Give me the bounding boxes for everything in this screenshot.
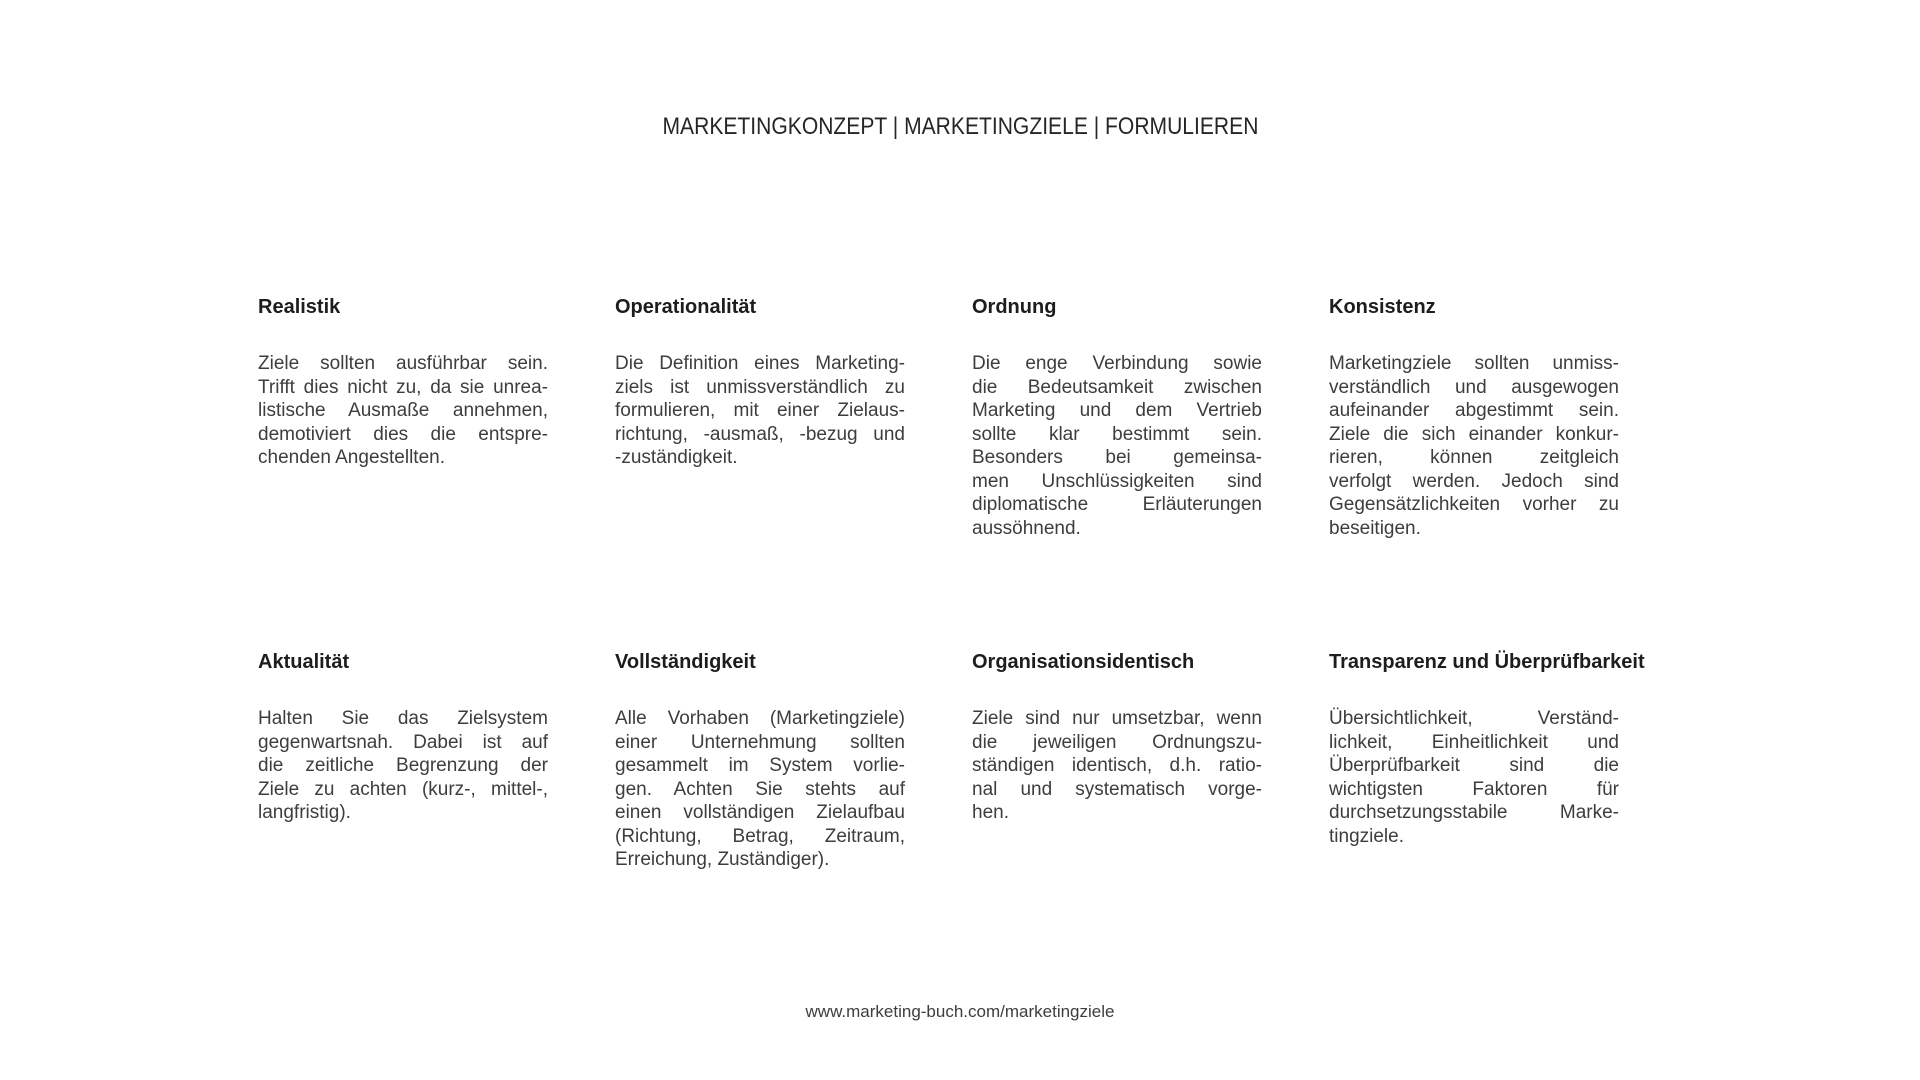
- card-body-line: Ziele sind nur umsetzbar, wenn: [972, 708, 1262, 729]
- card-body-line: -zuständigkeit.: [615, 447, 738, 468]
- card-body-line: listische Ausmaße annehmen,: [258, 400, 548, 421]
- card-body-line: rieren, können zeitgleich: [1329, 447, 1619, 468]
- topic-card: [258, 650, 548, 872]
- card-body-line: die jeweiligen Ordnungszu-: [972, 731, 1262, 753]
- card-body-line: Trifft dies nicht zu, da sie unrea-: [258, 376, 548, 398]
- topic-card: [615, 650, 905, 872]
- card-heading: Konsistenz: [1329, 296, 1436, 318]
- card-heading: Operationalität: [615, 296, 757, 318]
- card-body: [1329, 352, 1619, 540]
- card-body-line: langfristig).: [258, 802, 351, 823]
- card-body: [258, 352, 548, 470]
- card-body-line: lichkeit, Einheitlichkeit und: [1329, 731, 1619, 753]
- card-body-line: Ziele zu achten (kurz-, mittel-,: [258, 778, 548, 800]
- card-heading: Transparenz und Überprüfbarkeit: [1329, 651, 1645, 673]
- page-title: MARKETINGKONZEPT | MARKETINGZIELE | FORMULIEREN: [662, 113, 1258, 140]
- card-body: [258, 707, 548, 825]
- card-heading: Ordnung: [972, 296, 1057, 318]
- card-body-line: Alle Vorhaben (Marketingziele): [615, 708, 905, 729]
- card-heading: Vollständigkeit: [615, 651, 756, 673]
- card-body-line: Besonders bei gemeinsa-: [972, 447, 1262, 468]
- card-body-line: gesammelt im System vorlie-: [615, 755, 905, 776]
- page-title-wrap: [0, 112, 1920, 142]
- card-body-line: Ziele sollten ausführbar sein.: [258, 353, 548, 374]
- card-body-line: aussöhnend.: [972, 517, 1081, 539]
- card-body-line: einen vollständigen Zielaufbau: [615, 802, 905, 823]
- card-body-line: Halten Sie das Zielsystem: [258, 708, 548, 729]
- card-body-line: (Richtung, Betrag, Zeitraum,: [615, 825, 905, 847]
- card-body-line: tingziele.: [1329, 825, 1404, 847]
- topic-card: [1329, 650, 1645, 872]
- card-body-line: gegenwartsnah. Dabei ist auf: [258, 731, 548, 753]
- card-heading: Organisationsidentisch: [972, 651, 1195, 673]
- card-body-line: verfolgt werden. Jedoch sind: [1329, 470, 1619, 492]
- card-body-line: richtung, -ausmaß, -bezug und: [615, 423, 905, 445]
- card-body-line: hen.: [972, 802, 1009, 823]
- card-body-line: Die enge Verbindung sowie: [972, 353, 1262, 374]
- card-body: [615, 352, 905, 470]
- card-body-line: wichtigsten Faktoren für: [1329, 778, 1619, 800]
- card-body-line: Marketing und dem Vertrieb: [972, 400, 1262, 421]
- card-heading: Realistik: [258, 296, 341, 318]
- card-body-line: gen. Achten Sie stehts auf: [615, 778, 905, 800]
- card-body: [972, 352, 1262, 540]
- card-body-line: chenden Angestellten.: [258, 447, 445, 468]
- card-body: [1329, 707, 1619, 848]
- card-body-line: Erreichung, Zuständiger).: [615, 849, 830, 870]
- card-body-line: men Unschlüssigkeiten sind: [972, 470, 1262, 492]
- card-body-line: beseitigen.: [1329, 517, 1421, 539]
- card-body-line: Übersichtlichkeit, Verständ-: [1329, 708, 1619, 729]
- card-body-line: die zeitliche Begrenzung der: [258, 755, 548, 776]
- card-body-line: Ziele die sich einander konkur-: [1329, 423, 1619, 445]
- card-body-line: aufeinander abgestimmt sein.: [1329, 400, 1619, 421]
- card-body-line: formulieren, mit einer Zielaus-: [615, 400, 905, 421]
- card-body-line: durchsetzungsstabile Marke-: [1329, 802, 1619, 823]
- card-body: [972, 707, 1262, 825]
- card-body-line: sollte klar bestimmt sein.: [972, 423, 1262, 445]
- topic-card: [972, 295, 1262, 650]
- topic-card: [258, 295, 548, 650]
- topic-card: [1329, 295, 1619, 650]
- card-body-line: demotiviert dies die entspre-: [258, 423, 548, 445]
- card-body-line: einer Unternehmung sollten: [615, 731, 905, 753]
- footer-url: www.marketing-buch.com/marketingziele: [805, 1002, 1115, 1021]
- card-body-line: verständlich und ausgewogen: [1329, 376, 1619, 398]
- card-body-line: nal und systematisch vorge-: [972, 778, 1262, 800]
- card-body-line: die Bedeutsamkeit zwischen: [972, 376, 1262, 398]
- card-body-line: Überprüfbarkeit sind die: [1329, 755, 1619, 776]
- card-body-line: Die Definition eines Marketing-: [615, 353, 905, 374]
- card-heading: Aktualität: [258, 651, 350, 673]
- card-body-line: Marketingziele sollten unmiss-: [1329, 353, 1619, 374]
- cards-grid: [258, 295, 1645, 872]
- card-body: [615, 707, 905, 872]
- card-body-line: ständigen identisch, d.h. ratio-: [972, 755, 1262, 776]
- card-body-line: diplomatische Erläuterungen: [972, 494, 1262, 515]
- card-body-line: ziels ist unmissverständlich zu: [615, 376, 905, 398]
- card-body-line: Gegensätzlichkeiten vorher zu: [1329, 494, 1619, 515]
- topic-card: [972, 650, 1262, 872]
- topic-card: [615, 295, 905, 650]
